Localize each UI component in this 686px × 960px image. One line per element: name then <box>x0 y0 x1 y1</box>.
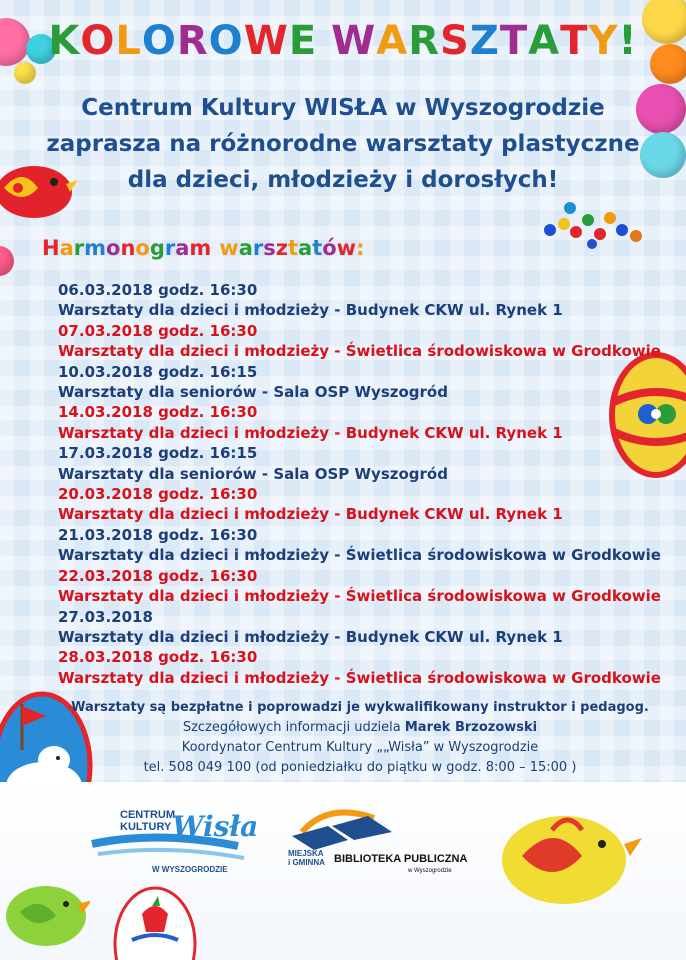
title-letter: O <box>208 18 244 64</box>
heading-letter: t <box>312 236 323 260</box>
schedule-entry <box>58 280 683 321</box>
entry-date: 14.03.2018 godz. 16:30 <box>58 403 258 422</box>
schedule-entry <box>58 525 683 566</box>
rooster-egg-icon <box>112 884 198 960</box>
entry-date: 07.03.2018 godz. 16:30 <box>58 321 258 340</box>
schedule-entry <box>58 566 683 607</box>
heading-letter: m <box>84 236 106 260</box>
poster-title <box>0 18 686 64</box>
felt-ball-icon <box>14 62 36 84</box>
title-letter: O <box>141 18 177 64</box>
heading-letter: n <box>120 236 136 260</box>
heading-letter: w <box>336 236 357 260</box>
schedule-list <box>58 280 683 688</box>
footer-phone: tel. 508 049 100 (od poniedziałku do piątku w godz. 8:00 – 15:00 ) <box>143 760 577 775</box>
title-letter: W <box>331 18 377 64</box>
schedule-entry <box>58 321 683 362</box>
entry-date: 06.03.2018 godz. 16:30 <box>58 281 258 299</box>
heading-letter: H <box>42 236 60 260</box>
title-letter: K <box>48 18 81 64</box>
heading-letter: : <box>356 236 365 260</box>
entry-date: 22.03.2018 godz. 16:30 <box>58 566 258 585</box>
title-letter: T <box>560 18 589 64</box>
library-logo-sub: w Wyszogrodzie <box>408 868 452 874</box>
heading-letter: r <box>164 236 176 260</box>
intro-line: Centrum Kultury WISŁA w Wyszogrodzie <box>81 95 605 121</box>
entry-date: 21.03.2018 godz. 16:30 <box>58 525 258 544</box>
ckw-logo-script: Wisła <box>172 810 258 843</box>
entry-date: 17.03.2018 godz. 16:15 <box>58 444 258 463</box>
library-logo <box>288 806 478 876</box>
schedule-entry <box>58 484 683 525</box>
schedule-heading <box>42 236 364 260</box>
heading-letter: r <box>73 236 85 260</box>
schedule-entry <box>58 402 683 443</box>
entry-description: Warsztaty dla dzieci i młodzieży - Budynek CKW ul. Rynek 1 <box>58 423 563 442</box>
entry-description: Warsztaty dla dzieci i młodzieży - Budynek CKW ul. Rynek 1 <box>58 627 563 646</box>
coordinator-name: Marek Brzozowski <box>404 720 538 735</box>
entry-description: Warsztaty dla dzieci i młodzieży - Świetlica środowiskowa w Grodkowie <box>58 668 661 687</box>
ckw-logo-word1: CENTRUM <box>120 809 175 821</box>
entry-date: 20.03.2018 godz. 16:30 <box>58 485 258 504</box>
intro-line: dla dzieci, młodzieży i dorosłych! <box>127 167 559 193</box>
title-letter: Y <box>588 18 619 64</box>
heading-letter: a <box>238 236 253 260</box>
title-letter: O <box>80 18 116 64</box>
schedule-entry <box>58 607 683 648</box>
library-logo-l1: MIEJSKA <box>288 849 324 858</box>
title-letter: A <box>376 18 409 64</box>
heading-letter: t <box>287 236 299 260</box>
heading-letter: r <box>252 236 264 260</box>
felt-ball-icon <box>640 132 686 178</box>
library-logo-name: BIBLIOTEKA PUBLICZNA <box>334 853 468 865</box>
ckw-logo <box>88 800 258 880</box>
title-letter: T <box>499 18 529 64</box>
schedule-entry <box>58 443 683 484</box>
entry-date: 10.03.2018 godz. 16:15 <box>58 362 258 381</box>
beads-icon <box>540 196 650 256</box>
entry-description: Warsztaty dla seniorów - Sala OSP Wyszogród <box>58 464 448 483</box>
title-letter: Z <box>469 18 500 64</box>
felt-bird-icon <box>492 800 642 910</box>
title-letter: A <box>528 18 561 64</box>
heading-letter: s <box>263 236 276 260</box>
ckw-logo-word2: KULTURY <box>120 821 172 833</box>
footer-contact-line <box>70 718 650 738</box>
title-letter: E <box>288 18 318 64</box>
felt-bird-icon <box>0 872 90 952</box>
heading-letter: g <box>149 236 165 260</box>
entry-date: 28.03.2018 godz. 16:30 <box>58 648 258 667</box>
heading-letter: a <box>175 236 190 260</box>
heading-letter: a <box>298 236 313 260</box>
schedule-entry <box>58 362 683 403</box>
title-letter: ! <box>618 18 638 64</box>
heading-letter: o <box>135 236 150 260</box>
heading-letter: ó <box>322 236 337 260</box>
felt-ball-icon <box>0 246 14 276</box>
entry-description: Warsztaty dla dzieci i młodzieży - Świetlica środowiskowa w Grodkowie <box>58 342 661 361</box>
heading-letter: a <box>59 236 74 260</box>
entry-description: Warsztaty dla seniorów - Sala OSP Wyszogród <box>58 383 448 402</box>
entry-description: Warsztaty dla dzieci i młodzieży - Świetlica środowiskowa w Grodkowie <box>58 587 661 606</box>
intro-line: zaprasza na różnorodne warsztaty plastyczne <box>46 131 640 157</box>
entry-description: Warsztaty dla dzieci i młodzieży - Budynek CKW ul. Rynek 1 <box>58 301 563 320</box>
schedule-entry <box>58 647 683 688</box>
entry-description: Warsztaty dla dzieci i młodzieży - Świetlica środowiskowa w Grodkowie <box>58 546 661 565</box>
entry-description: Warsztaty dla dzieci i młodzieży - Budynek CKW ul. Rynek 1 <box>58 505 563 524</box>
title-letter: R <box>176 18 209 64</box>
library-logo-l2: i GMINNA <box>288 858 325 867</box>
title-letter: R <box>408 18 441 64</box>
intro-text <box>40 90 646 198</box>
title-letter: W <box>243 18 289 64</box>
heading-letter: o <box>106 236 121 260</box>
ckw-logo-sub: W WYSZOGRODZIE <box>152 865 228 874</box>
title-letter: L <box>115 18 142 64</box>
footer-role: Koordynator Centrum Kultury „„Wisła” w Wyszogrodzie <box>181 740 539 755</box>
heading-letter: w <box>219 236 239 260</box>
contact-info <box>70 698 650 778</box>
heading-letter: m <box>189 236 212 260</box>
title-letter: S <box>440 18 470 64</box>
footer-contact-prefix: Szczegółowych informacji udziela <box>182 720 405 735</box>
heading-letter: z <box>275 236 288 260</box>
entry-date: 27.03.2018 <box>58 607 153 626</box>
footer-note: Warsztaty są bezpłatne i poprowadzi je wykwalifikowany instruktor i pedagog. <box>71 700 649 715</box>
